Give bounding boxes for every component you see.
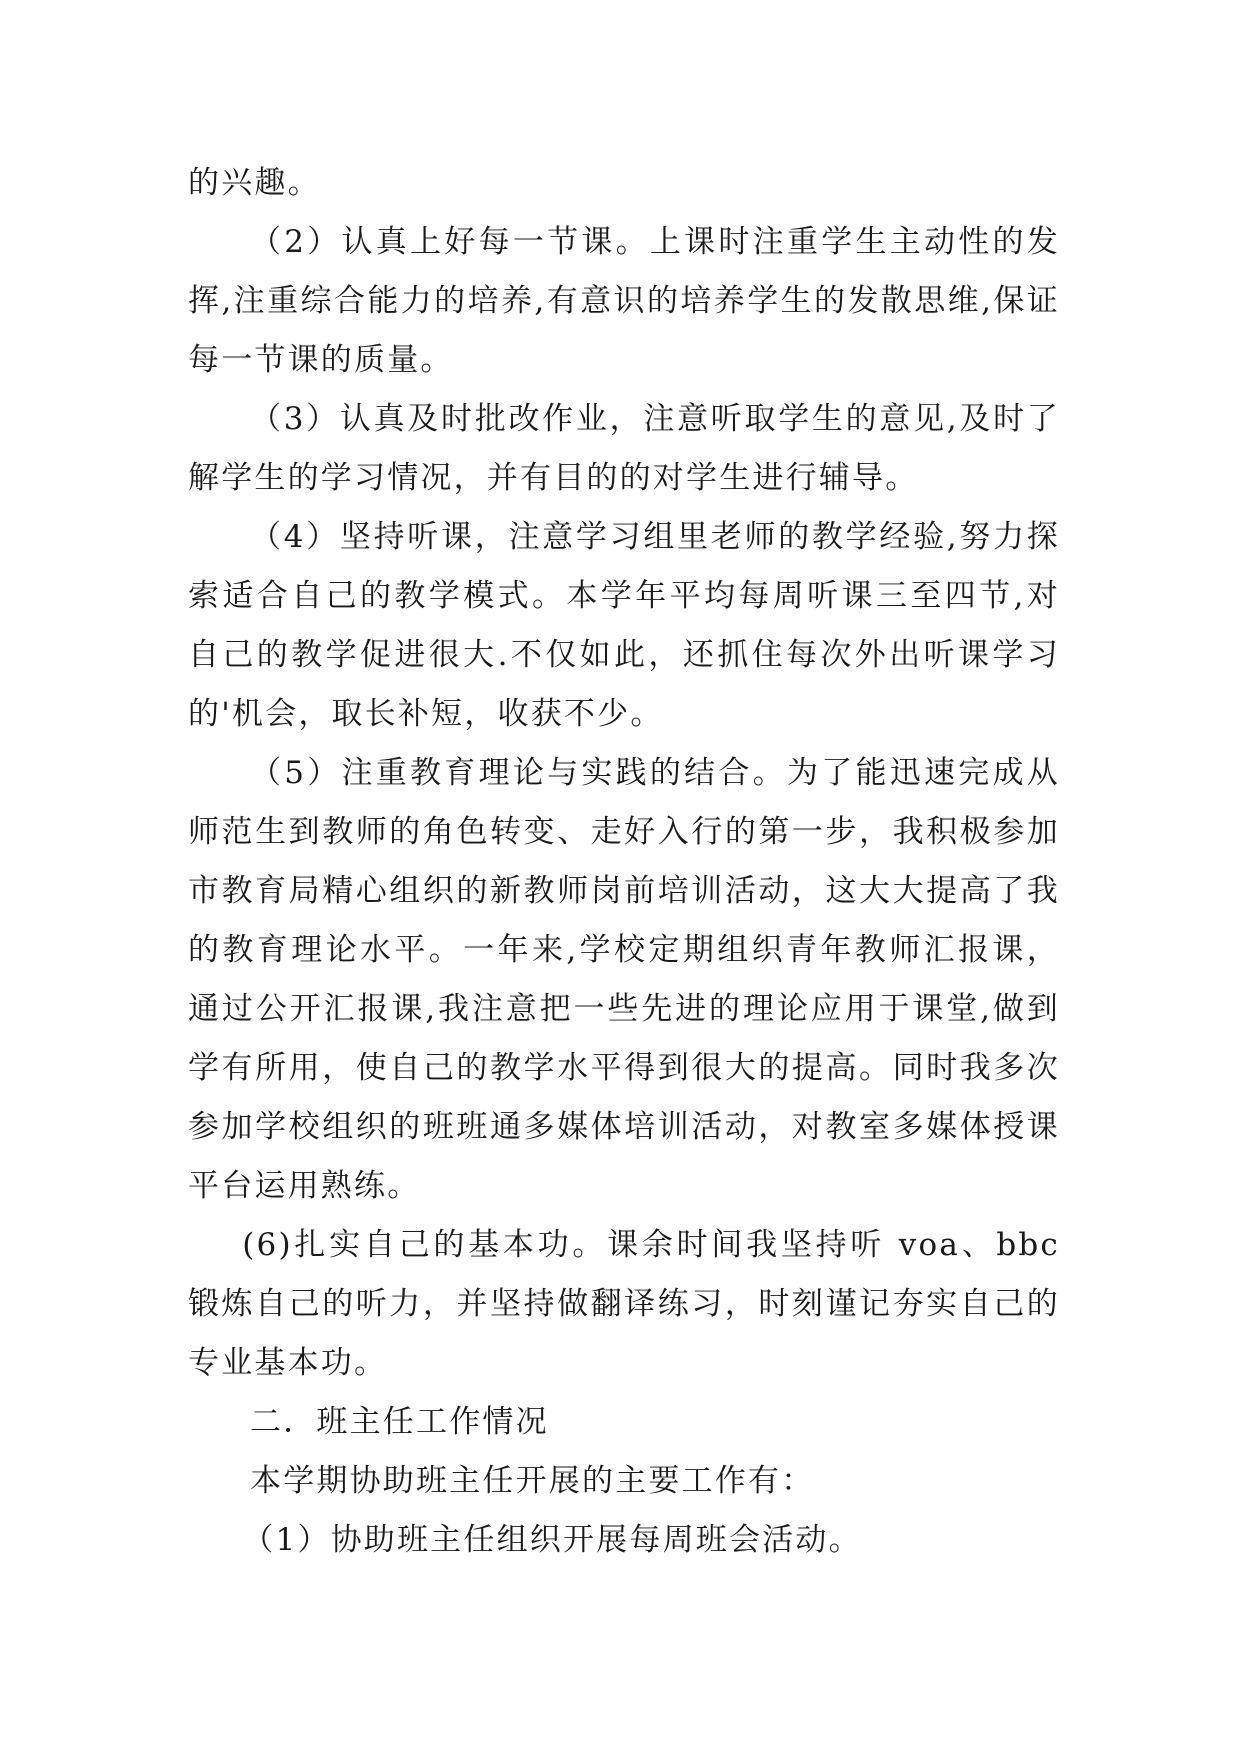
- paragraph-intro: 本学期协助班主任开展的主要工作有：: [250, 1463, 815, 1499]
- paragraph-item-4: （4）坚持听课，注意学习组里老师的教学经验,努力探索适合自己的教学模式。本学年平均每周听课三至四节,对自己的教学促进很大.不仅如此，还抓住每次外出听课学习的'机会，取长补短，收获不少。: [188, 519, 1060, 732]
- paragraph-item-2: （2）认真上好每一节课。上课时注重学生主动性的发挥,注重综合能力的培养,有意识的培养学生的发散思维,保证每一节课的质量。: [188, 224, 1060, 378]
- document-body: [188, 154, 1060, 1570]
- paragraph-list-item-1: （1）协助班主任组织开展每周班会活动。: [242, 1522, 862, 1558]
- paragraph-continuation: 的兴趣。: [188, 165, 321, 201]
- paragraph-item-5: （5）注重教育理论与实践的结合。为了能迅速完成从师范生到教师的角色转变、走好入行的第一步，我积极参加市教育局精心组织的新教师岗前培训活动，这大大提高了我的教育理论水平。一年来,学校定期组织青年教师汇报课，通过公开汇报课,我注意把一些先进的理论应用于课堂,做到学有所用，使自己的教学水平得到很大的提高。同时我多次参加学校组织的班班通多媒体培训活动，对教室多媒体授课平台运用熟练。: [188, 755, 1060, 1204]
- paragraph-item-6: (6)扎实自己的基本功。课余时间我坚持听 voa、bbc 锻炼自己的听力，并坚持做翻译练习，时刻谨记夯实自己的专业基本功。: [188, 1227, 1060, 1381]
- paragraph-item-3: （3）认真及时批改作业，注意听取学生的意见,及时了解学生的学习情况，并有目的的对学生进行辅导。: [188, 401, 1060, 496]
- section-heading: 二．班主任工作情况: [250, 1404, 549, 1440]
